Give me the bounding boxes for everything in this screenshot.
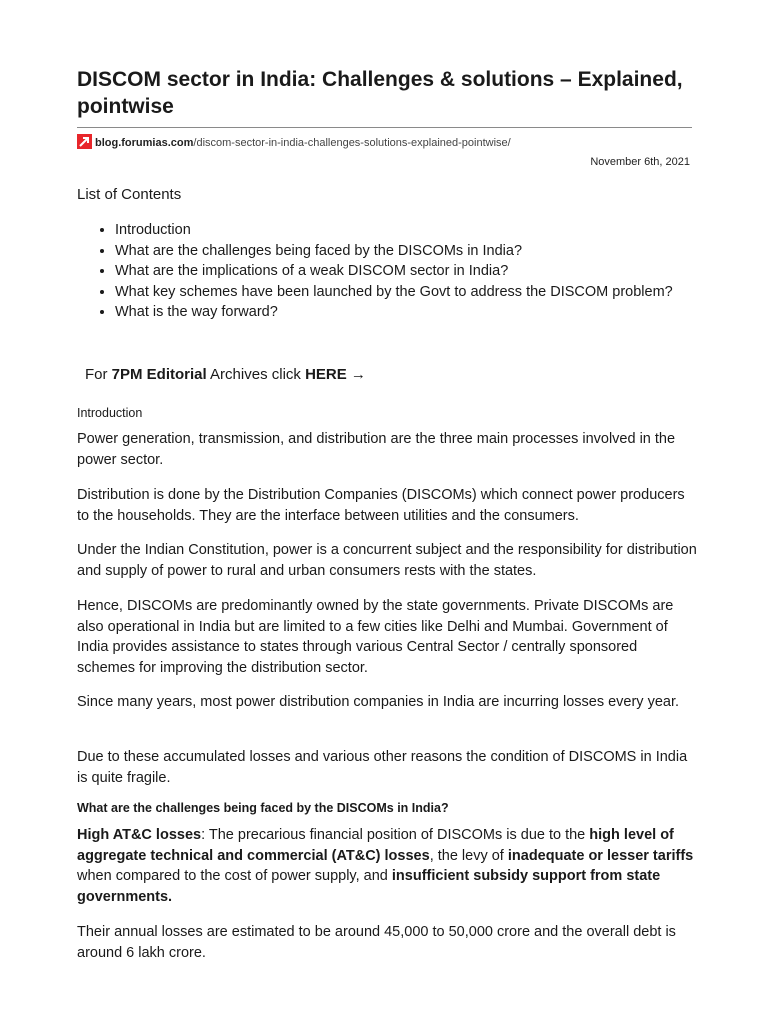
toc-title: List of Contents <box>77 186 182 203</box>
paragraph: Since many years, most power distribution companies in India are incurring losses every year. <box>77 694 680 710</box>
lead-text: High AT&C losses <box>77 827 202 843</box>
paragraph: Under the Indian Constitution, power is a concurrent subject and the responsibility for distribution and supply of power to rural and urban consumers rests with the states. <box>77 542 697 579</box>
toc-item[interactable]: • What is the way forward? <box>115 302 715 323</box>
archive-here-link[interactable]: HERE → <box>305 366 366 383</box>
inline-text: when compared to the cost of power supply, and <box>77 868 392 884</box>
toc-item[interactable]: • What are the challenges being faced by the DISCOMs in India? <box>115 241 715 262</box>
paragraph: Due to these accumulated losses and various other reasons the condition of DISCOMS in India is quite fragile. <box>77 749 688 786</box>
archive-middle: Archives click <box>210 366 301 383</box>
bold-text: inadequate or lesser tariffs <box>507 847 694 864</box>
archive-prefix: For <box>85 366 108 383</box>
archive-line <box>85 366 366 383</box>
source-line[interactable] <box>77 134 511 150</box>
toc-item[interactable]: • What are the implications of a weak DISCOM sector in India? <box>115 261 715 282</box>
publish-date: November 6th, 2021 <box>590 156 690 168</box>
source-path[interactable]: /discom-sector-in-india-challenges-solutions-explained-pointwise/ <box>193 137 511 149</box>
bold-text: high level of aggregate technical and commercial (AT&C) losses <box>77 827 674 864</box>
inline-text: : The precarious financial position of DISCOMs is due to the <box>201 827 590 843</box>
toc-item[interactable]: • What key schemes have been launched by the Govt to address the DISCOM problem? <box>115 282 715 303</box>
section-heading-challenges: What are the challenges being faced by the DISCOMs in India? <box>77 801 449 815</box>
paragraph: Hence, DISCOMs are predominantly owned by the state governments. Private DISCOMs are also operational in India but are limited to a few cities like Delhi and Mumbai. Government of India provides assistance to states through various Central Sector / centrally sponsored schemes for improving the distribution sector. <box>77 598 674 676</box>
paragraph: Power generation, transmission, and distribution are the three main processes involved in the power sector. <box>77 431 676 468</box>
title-divider <box>77 127 692 128</box>
paragraph: Distribution is done by the Distribution Companies (DISCOMs) which connect power producers to the households. They are the interface between utilities and the consumers. <box>77 487 685 524</box>
section-heading-introduction: Introduction <box>77 406 143 420</box>
paragraph-atc-losses <box>77 825 697 907</box>
forumias-logo-icon <box>77 134 92 149</box>
paragraph: Their annual losses are estimated to be around 45,000 to 50,000 crore and the overall debt is around 6 lakh crore. <box>77 924 676 961</box>
archive-editorial-label: 7PM Editorial <box>111 366 207 383</box>
toc-list <box>77 220 715 323</box>
source-domain[interactable]: blog.forumias.com <box>95 137 194 149</box>
page-title: DISCOM sector in India: Challenges & solutions – Explained, pointwise <box>77 68 683 118</box>
toc-item[interactable]: • Introduction <box>115 220 715 241</box>
inline-text: , the levy of <box>429 847 508 864</box>
bold-text: insufficient subsidy support from state governments. <box>77 868 661 905</box>
